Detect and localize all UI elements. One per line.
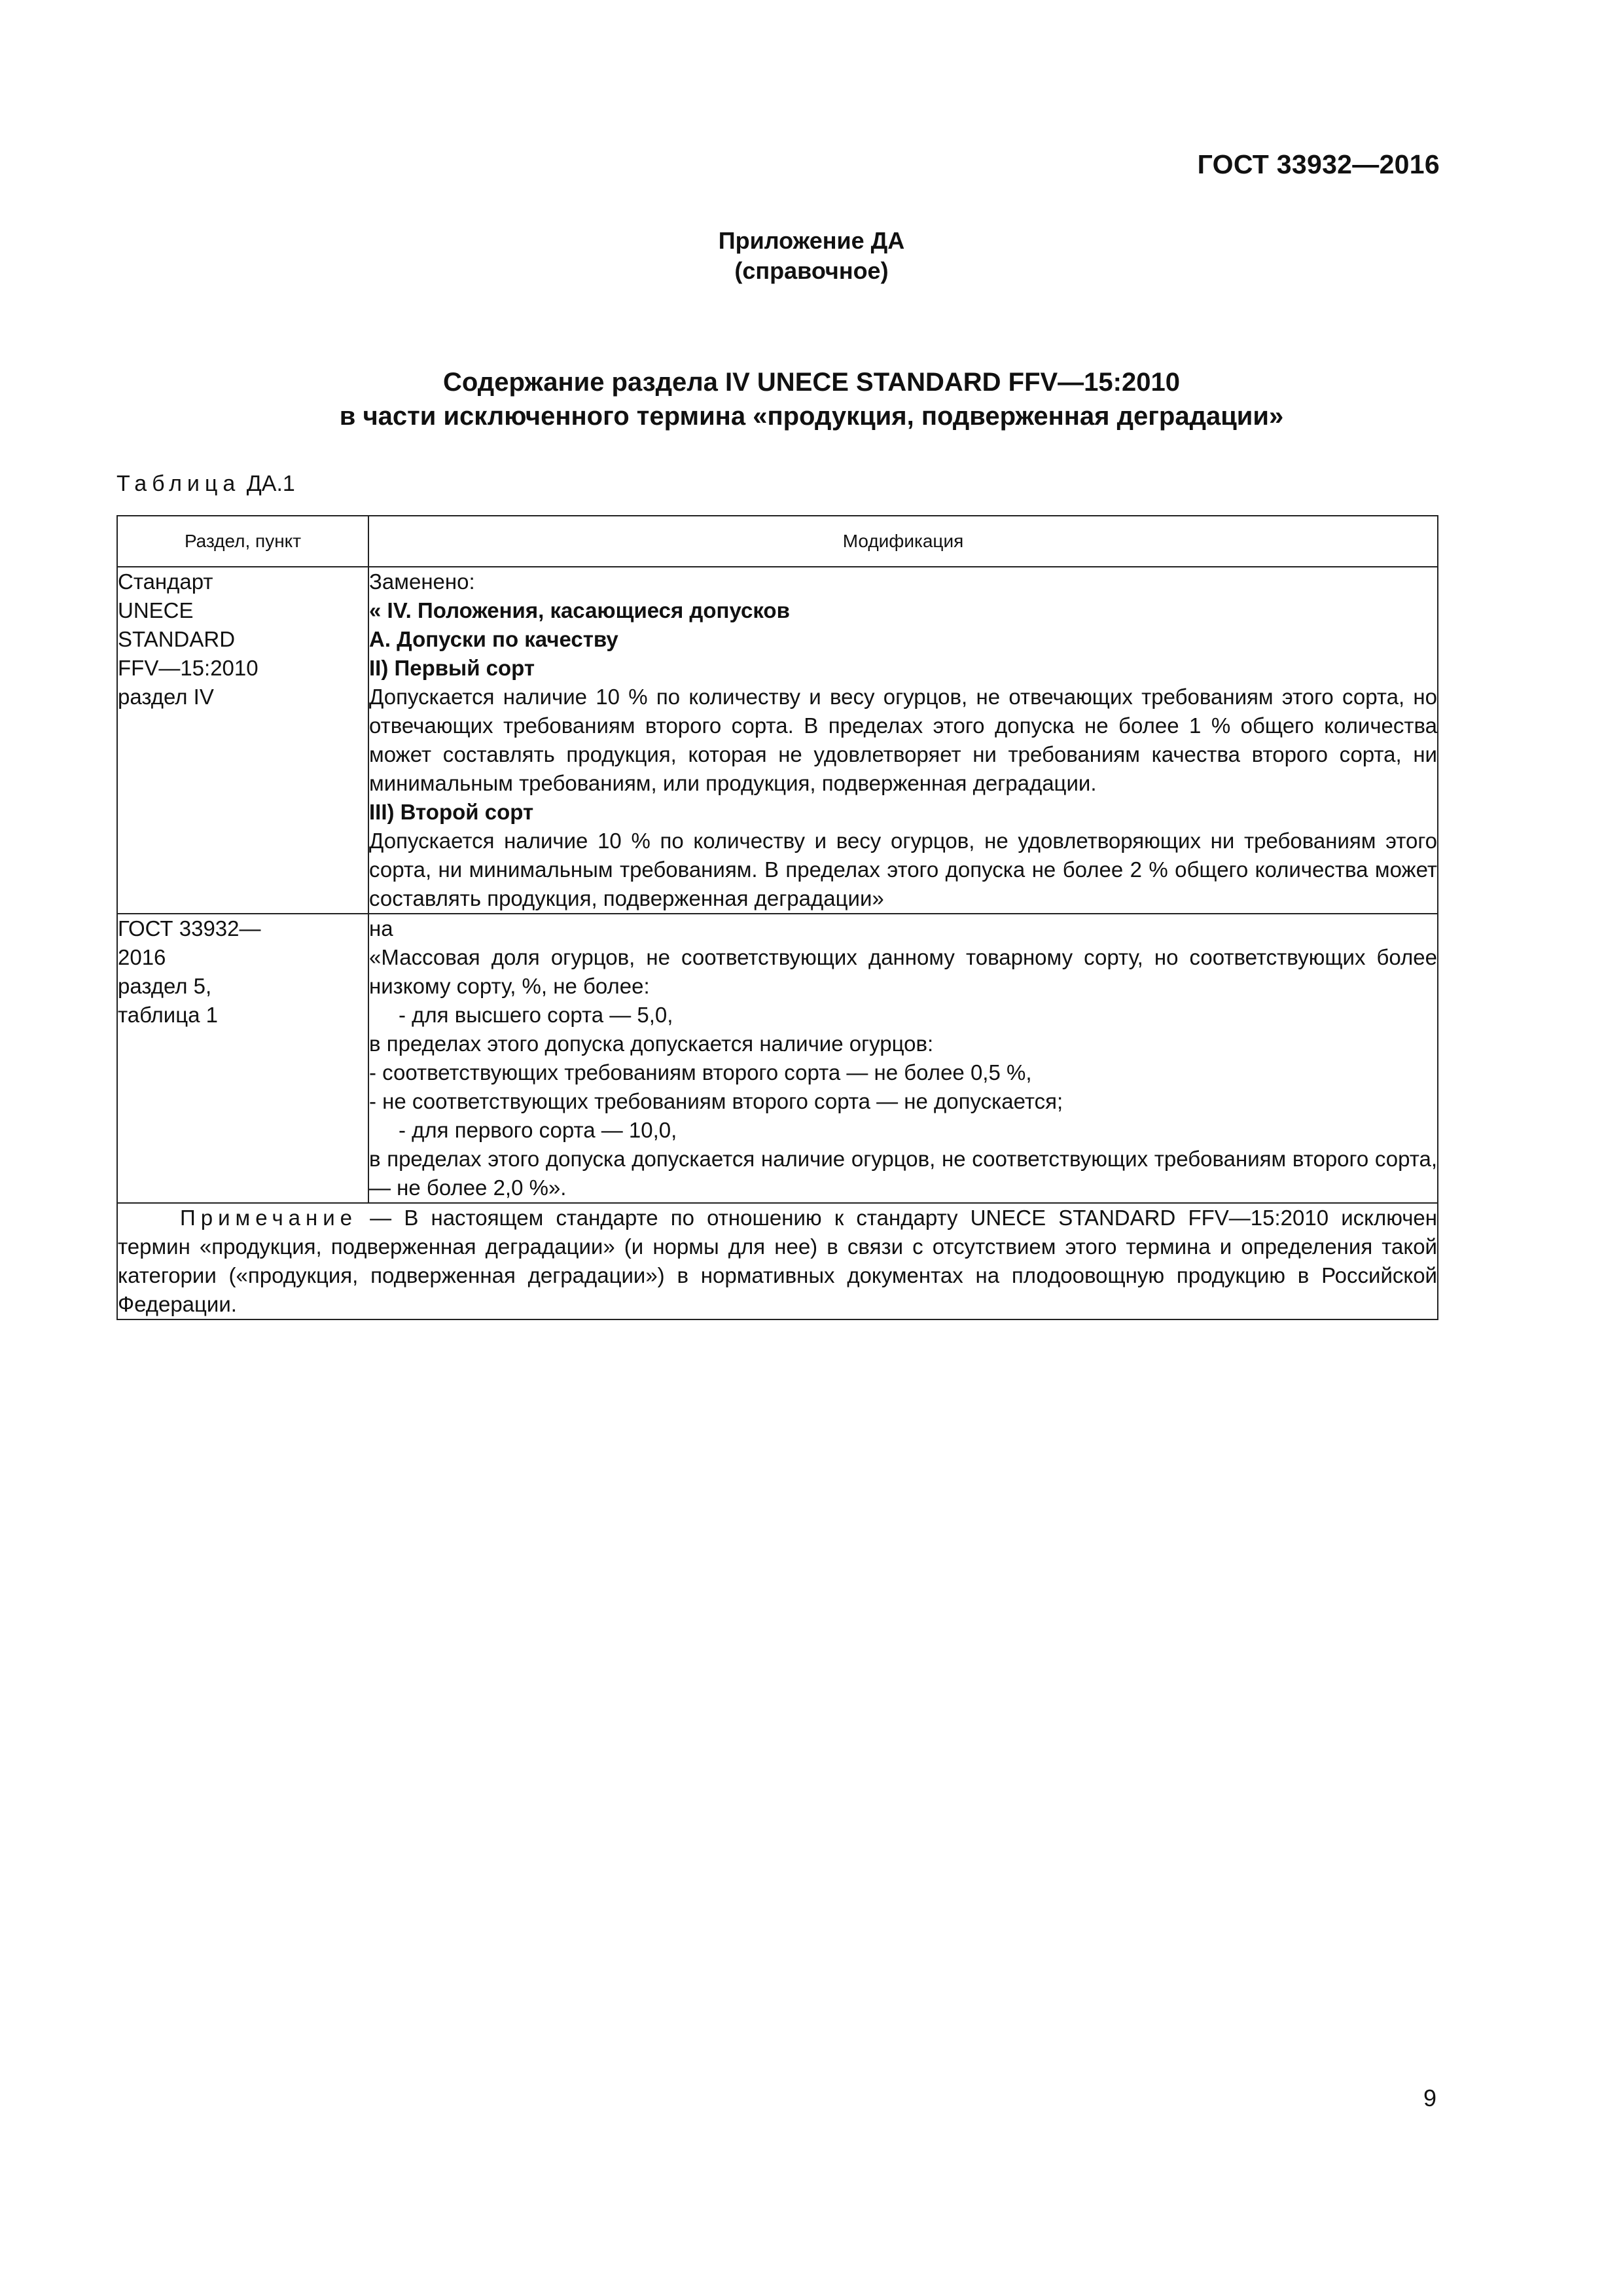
row2-paragraph-tolerance: в пределах этого допуска допускается наличие огурцов, не соответствующих требованиям второго сорта, — не более 2,0 %». — [369, 1147, 1437, 1200]
row1-modification-cell — [368, 567, 1438, 914]
row1-heading-quality: А. Допуски по качеству — [369, 627, 618, 651]
table-header-row — [117, 516, 1438, 567]
appendix-heading — [0, 226, 1623, 286]
section-title — [0, 365, 1623, 433]
row2-section-line: ГОСТ 33932— — [118, 916, 261, 941]
row2-paragraph-mass-fraction: «Массовая доля огурцов, не соответствующих данному товарному сорту, но соответствующих более низкому сорту, %, не более: — [369, 945, 1437, 998]
row1-heading-provisions: « IV. Положения, касающиеся допусков — [369, 598, 790, 622]
row1-heading-first-grade: II) Первый сорт — [369, 656, 535, 680]
row1-section-line: FFV—15:2010 — [118, 656, 259, 680]
row2-section-cell — [117, 914, 368, 1203]
appendix-title: Приложение ДА — [718, 227, 905, 254]
row2-line: в пределах этого допуска допускается наличие огурцов: — [369, 1031, 934, 1056]
section-title-line-2: в части исключенного термина «продукция, подверженная деградации» — [339, 402, 1284, 431]
table-row — [117, 567, 1438, 914]
table-row — [117, 914, 1438, 1203]
header-section: Раздел, пункт — [117, 516, 368, 567]
row1-paragraph-second-grade: Допускается наличие 10 % по количеству и весу огурцов, не удовлетворяющих ни требованиям этого сорта, ни минимальным требованиям. В пределах этого допуска не более 2 % общего количества может составлять продукция, подверженная деградации» — [369, 829, 1437, 910]
modification-table — [116, 515, 1438, 1320]
table-note — [117, 1203, 1438, 1319]
row1-section-line: Стандарт — [118, 569, 213, 594]
row1-paragraph-first-grade: Допускается наличие 10 % по количеству и весу огурцов, не отвечающих требованиям этого сорта, но отвечающих требованиям второго сорта. В пределах этого допуска не более 1 % общего количества может составлять продукция, которая не удовлетворяет ни требованиям качества второго сорта, ни минимальным требованиям, или продукция, подверженная деградации. — [369, 685, 1437, 795]
row1-intro: Заменено: — [369, 569, 475, 594]
note-text: — В настоящем стандарте по отношению к стандарту UNECE STANDARD FFV—15:2010 исключен термин «продукция, подверженная деградации» (и нормы для нее) в связи с отсутствием этого термина и определения такой категории («продукция, подверженная деградации») в нормативных документах на плодоовощную продукцию в Российской Федерации. — [118, 1206, 1437, 1316]
row1-section-line: STANDARD — [118, 627, 236, 651]
table-note-row — [117, 1203, 1438, 1319]
row2-section-line: таблица 1 — [118, 1003, 218, 1027]
row2-modification-cell — [368, 914, 1438, 1203]
appendix-subtitle: (справочное) — [734, 257, 889, 284]
row1-section-line: UNECE — [118, 598, 194, 622]
row2-item-first-grade: - для первого сорта — 10,0, — [399, 1118, 677, 1142]
table-caption-number: ДА.1 — [246, 471, 295, 496]
table-caption-label: Таблица — [116, 471, 241, 496]
row2-line: - не соответствующих требованиям второго сорта — не допускается; — [369, 1089, 1063, 1113]
row1-section-line: раздел IV — [118, 685, 214, 709]
header-modification: Модификация — [368, 516, 1438, 567]
table-caption — [116, 471, 295, 497]
row1-heading-second-grade: III) Второй сорт — [369, 800, 534, 824]
page-number: 9 — [1423, 2085, 1436, 2111]
document-code: ГОСТ 33932—2016 — [1197, 149, 1440, 179]
row2-line: - соответствующих требованиям второго сорта — не более 0,5 %, — [369, 1060, 1032, 1085]
row1-section-cell — [117, 567, 368, 914]
section-title-line-1: Содержание раздела IV UNECE STANDARD FFV—15:2010 — [443, 368, 1180, 397]
row2-section-line: 2016 — [118, 945, 166, 969]
row2-intro: на — [369, 916, 393, 941]
note-label: Примечание — [180, 1206, 358, 1230]
row2-section-line: раздел 5, — [118, 974, 212, 998]
row2-item-highest-grade: - для высшего сорта — 5,0, — [399, 1003, 673, 1027]
